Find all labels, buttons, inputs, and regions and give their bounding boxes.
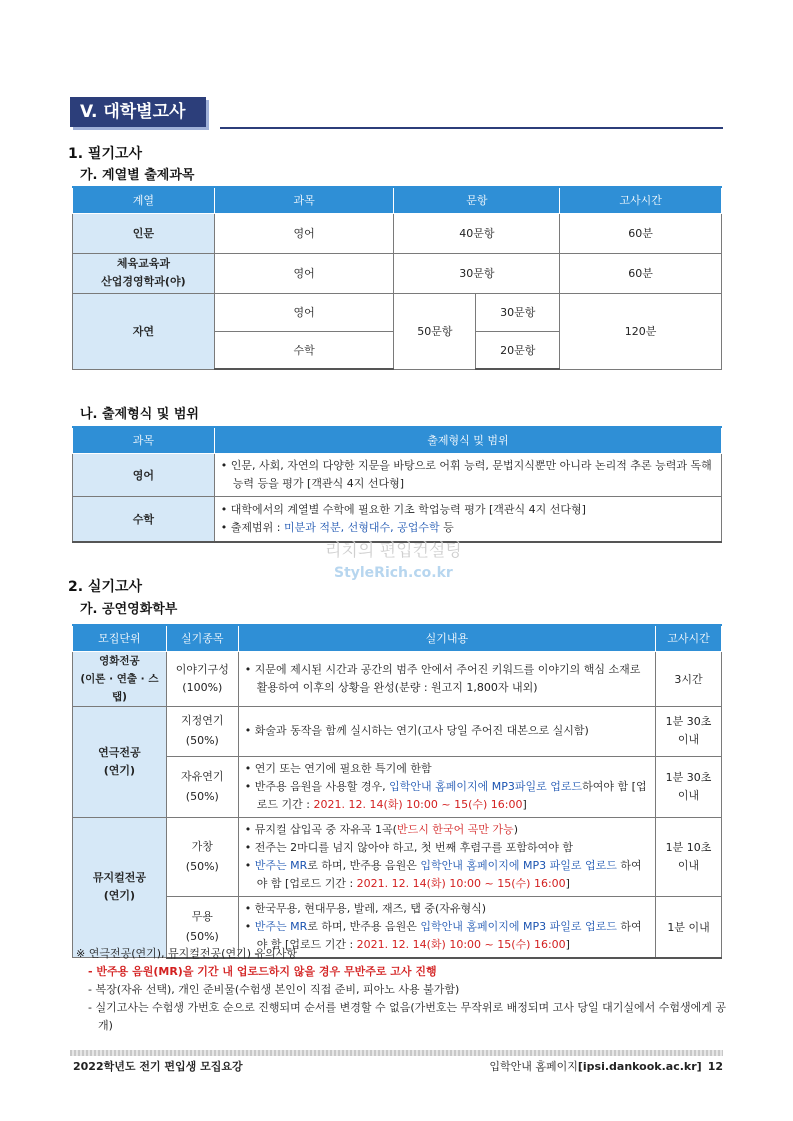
unit-musical: 뮤지컬전공 (연기) <box>73 817 167 958</box>
footer-url[interactable]: [ipsi.dankook.ac.kr] <box>577 1060 702 1073</box>
page-number: 12 <box>707 1060 723 1073</box>
section-title: V. 대학별고사 <box>70 97 206 127</box>
cell-items: 30문항 <box>394 253 560 293</box>
musical-r2-content: • 한국무용, 현대무용, 발레, 재즈, 탭 중(자유형식) • 반주는 MR로 하며, 반주용 음원은 입학안내 홈페이지에 MP3 파일로 업로드 하여야 함 [업로드 기간 : 2021. 12. 14(화) 10:00 ~ 15(수) 16:00] <box>238 896 655 958</box>
cell-time: 60분 <box>560 213 722 253</box>
event-story: 이야기구성 (100%) <box>166 651 238 706</box>
theater-r1-content: • 화술과 동작을 함께 실시하는 연기(고사 당일 주어진 대본으로 실시함) <box>238 706 655 756</box>
cell-time: 60분 <box>560 253 722 293</box>
col-unit: 모집단위 <box>73 625 167 651</box>
footer-site: 입학안내 홈페이지[ipsi.dankook.ac.kr] 12 <box>489 1060 723 1073</box>
scope-table <box>72 426 722 543</box>
col-scope: 출제형식 및 범위 <box>214 427 721 453</box>
footer-divider <box>70 1050 723 1056</box>
col-subject: 과목 <box>73 427 215 453</box>
theater-r1-time: 1분 30초 이내 <box>656 706 722 756</box>
event-assigned-acting: 지정연기 (50%) <box>166 706 238 756</box>
footer-title: 2022학년도 전기 편입생 모집요강 <box>73 1060 243 1073</box>
event-dance: 무용 (50%) <box>166 896 238 958</box>
note-1: - 반주용 음원(MR)을 기간 내 업로드하지 않을 경우 무반주로 고사 진행 <box>88 965 437 978</box>
col-time: 고사시간 <box>656 625 722 651</box>
musical-r2-time: 1분 이내 <box>656 896 722 958</box>
field-humanities: 인문 <box>73 213 215 253</box>
math-scope: • 대학에서의 계열별 수학에 필요한 기초 학업능력 평가 [객관식 4지 선다형] • 출제범위 : 미분과 적분, 선형대수, 공업수학 등 <box>214 496 721 542</box>
cell-subject: 영어 <box>214 253 394 293</box>
cell-subject: 수학 <box>214 331 394 369</box>
film-time: 3시간 <box>656 651 722 706</box>
theater-r2-content: • 연기 또는 연기에 필요한 특기에 한함 • 반주용 음원을 사용할 경우, 입학안내 홈페이지에 MP3파일로 업로드하여야 함 [업로드 기간 : 2021. 12. 14(화) 10:00 ~ 15(수) 16:00] <box>238 756 655 817</box>
unit-theater: 연극전공 (연기) <box>73 706 167 817</box>
subject-math: 수학 <box>73 496 215 542</box>
part1-heading: 1. 필기고사 <box>68 146 143 162</box>
col-event: 실기종목 <box>166 625 238 651</box>
section-title-divider <box>220 127 723 129</box>
notes-title: ※ 연극전공(연기), 뮤지컬전공(연기) 유의사항 <box>76 947 298 960</box>
cell-subject: 영어 <box>214 293 394 331</box>
col-time: 고사시간 <box>560 187 722 213</box>
part1-sub-b: 나. 출제형식 및 범위 <box>80 407 199 422</box>
watermark: 리치의 편입컨설팅 StyleRich.co.kr <box>325 541 462 581</box>
cell-subject: 영어 <box>214 213 394 253</box>
cell-items: 40문항 <box>394 213 560 253</box>
subject-english: 영어 <box>73 453 215 496</box>
cell-time: 120분 <box>560 293 722 369</box>
col-items: 문항 <box>394 187 560 213</box>
event-free-acting: 자유연기 (50%) <box>166 756 238 817</box>
notes <box>76 945 726 1035</box>
field-pe: 체육교육과 산업경영학과(야) <box>73 253 215 293</box>
english-scope: • 인문, 사회, 자연의 다양한 지문을 바탕으로 어휘 능력, 문법지식뿐만 아니라 논리적 추론 능력과 독해 능력 등을 평가 [객관식 4지 선다형] <box>214 453 721 496</box>
cell-items-total: 50문항 <box>394 293 476 369</box>
part2-sub-a: 가. 공연영화학부 <box>80 602 178 617</box>
musical-r1-time: 1분 10초 이내 <box>656 817 722 896</box>
event-singing: 가창 (50%) <box>166 817 238 896</box>
unit-film: 영화전공 (이론 · 연출 · 스탭) <box>73 651 167 706</box>
theater-r2-time: 1분 30초 이내 <box>656 756 722 817</box>
musical-r1-content: • 뮤지컬 삽입곡 중 자유곡 1곡(반드시 한국어 곡만 가능) • 전주는 2마디를 넘지 않아야 하고, 첫 번째 후렴구를 포함하여야 함 • 반주는 MR로 하며, 반주용 음원은 입학안내 홈페이지에 MP3 파일로 업로드 하여야 함 [업로드 기간 : 2021. 12. 14(화) 10:00 ~ 15(수) 16:00] <box>238 817 655 896</box>
part1-sub-a: 가. 계열별 출제과목 <box>80 168 195 183</box>
note-2: - 복장(자유 선택), 개인 준비물(수험생 본인이 직접 준비, 피아노 사용 불가함) <box>88 983 460 996</box>
note-3: - 실기고사는 수험생 가번호 순으로 진행되며 순서를 변경할 수 없음(가번호는 무작위로 배정되며 고사 당일 대기실에서 수험생에게 공개) <box>88 1001 727 1032</box>
col-subject: 과목 <box>214 187 394 213</box>
col-content: 실기내용 <box>238 625 655 651</box>
subject-table <box>72 186 722 370</box>
col-field: 계열 <box>73 187 215 213</box>
field-science: 자연 <box>73 293 215 369</box>
practical-table <box>72 624 722 959</box>
cell-items: 20문항 <box>476 331 560 369</box>
part2-heading: 2. 실기고사 <box>68 579 143 595</box>
cell-items: 30문항 <box>476 293 560 331</box>
film-content: • 지문에 제시된 시간과 공간의 범주 안에서 주어진 키워드를 이야기의 핵심 소재로 활용하여 이후의 상황을 완성(분량 : 원고지 1,800자 내외) <box>238 651 655 706</box>
